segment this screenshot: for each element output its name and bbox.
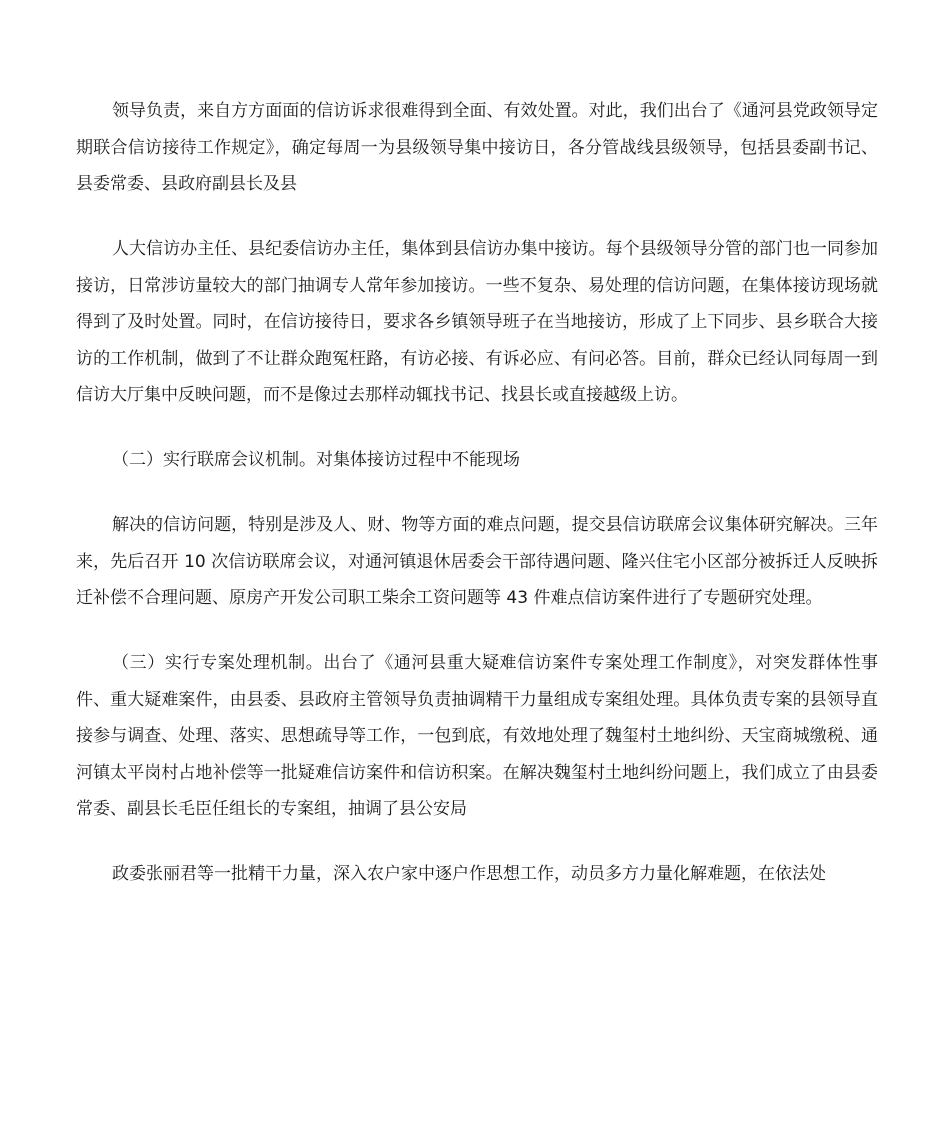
paragraph-2: 人大信访办主任、县纪委信访办主任，集体到县信访办集中接访。每个县级领导分管的部门也一同参加接访，日常涉访量较大的部门抽调专人常年参加接访。一些不复杂、易处理的信访问题，在集体接访现场就得到了及时处置。同时，在信访接待日，要求各乡镇领导班子在当地接访，形成了上下同步、县乡联合大接访的工作机制，做到了不让群众跑冤枉路，有访必接、有诉必应、有问必答。目前，群众已经认同每周一到信访大厅集中反映问题，而不是像过去那样动辄找书记、找县长或直接越级上访。: [76, 239, 878, 405]
section-heading-2: （二）实行联席会议机制。对集体接访过程中不能现场: [112, 450, 520, 470]
document-body: [76, 93, 878, 921]
paragraph-1: 领导负责，来自方方面面的信访诉求很难得到全面、有效处置。对此，我们出台了《通河县党政领导定期联合信访接待工作规定》，确定每周一为县级领导集中接访日，各分管战线县级领导，包括县委副书记、县委常委、县政府副县长及县: [76, 101, 878, 194]
paragraph-3: 解决的信访问题，特别是涉及人、财、物等方面的难点问题，提交县信访联席会议集体研究解决。三年来，先后召开 10 次信访联席会议，对通河镇退休居委会干部待遇问题、隆兴住宅小区部分被拆迁人反映拆迁补偿不合理问题、原房产开发公司职工柴余工资问题等 43 件难点信访案件进行了专题研究处理。: [76, 515, 878, 608]
paragraph-5: 政委张丽君等一批精干力量，深入农户家中逐户作思想工作，动员多方力量化解难题，在依法处: [112, 864, 826, 884]
paragraph-4: （三）实行专案处理机制。出台了《通河县重大疑难信访案件专案处理工作制度》，对突发群体性事件、重大疑难案件，由县委、县政府主管领导负责抽调精干力量组成专案组处理。具体负责专案的县领导直接参与调查、处理、落实、思想疏导等工作，一包到底，有效地处理了魏玺村土地纠纷、天宝商城缴税、通河镇太平岗村占地补偿等一批疑难信访案件和信访积案。在解决魏玺村土地纠纷问题上，我们成立了由县委常委、副县长毛臣任组长的专案组，抽调了县公安局: [76, 653, 878, 819]
